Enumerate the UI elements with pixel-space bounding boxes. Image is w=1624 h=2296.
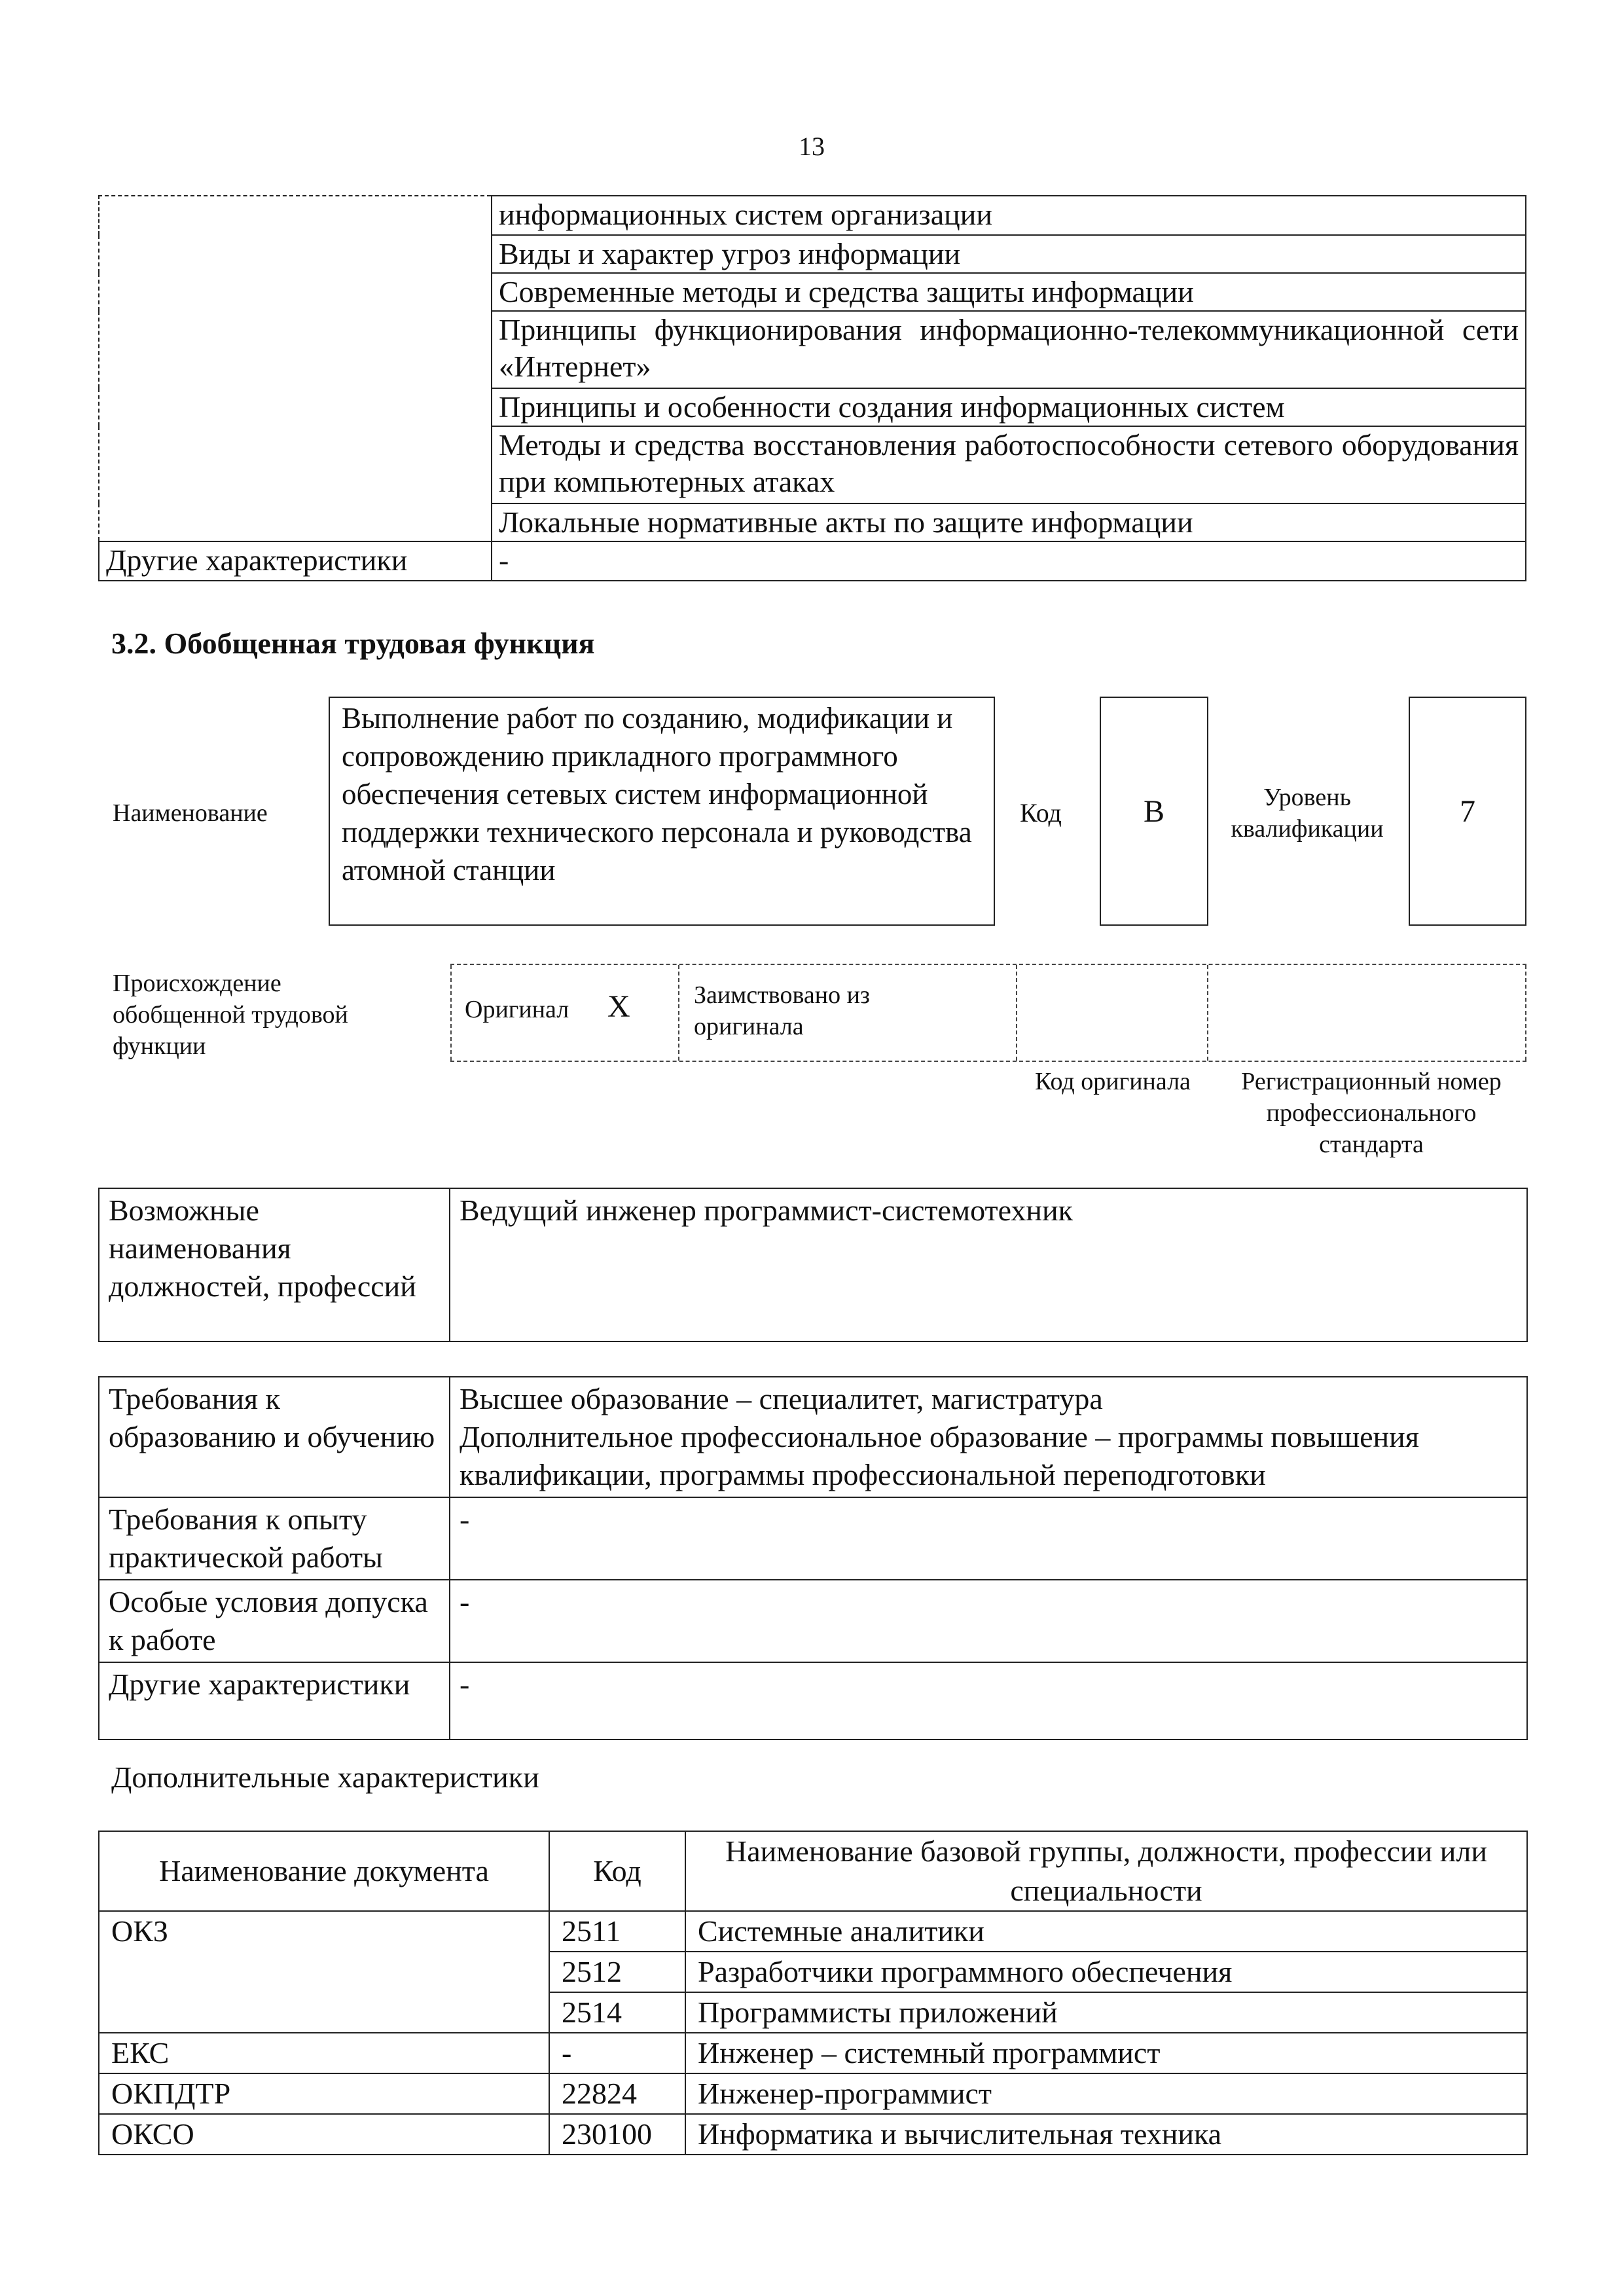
doc-cell: ОКЗ — [99, 1911, 549, 2033]
positions-value: Ведущий инженер программист-системотехник — [450, 1188, 1527, 1341]
header-code: Код — [549, 1831, 685, 1911]
function-name-box — [329, 697, 995, 926]
code-cell: 230100 — [549, 2114, 685, 2155]
code-box — [1100, 697, 1208, 926]
origin-table — [450, 964, 1526, 1062]
name-cell: Системные аналитики — [685, 1911, 1527, 1952]
code-value: В — [1143, 793, 1164, 829]
doc-cell: ОКСО — [99, 2114, 549, 2155]
section-title: 3.2. Обобщенная трудовая функция — [111, 627, 595, 660]
other-characteristics-value: - — [492, 541, 1526, 581]
code-cell: 2512 — [549, 1952, 685, 1992]
code-cell: - — [549, 2033, 685, 2073]
other-characteristics-label: Другие характеристики — [99, 541, 492, 581]
education-label: Требования к образованию и обучению — [99, 1377, 450, 1497]
origin-label: Происхождение обобщенной трудовой функции — [113, 970, 348, 1060]
knowledge-row: Виды и характер угроз информации — [492, 235, 1526, 273]
doc-cell: ОКПДТР — [99, 2073, 549, 2114]
doc-cell: ЕКС — [99, 2033, 549, 2073]
empty-left-cell — [99, 196, 492, 541]
name-cell: Инженер – системный программист — [685, 2033, 1527, 2073]
code-label: Код — [1020, 798, 1062, 828]
additional-title: Дополнительные характеристики — [111, 1760, 539, 1794]
experience-label: Требования к опыту практической работы — [99, 1497, 450, 1580]
positions-label: Возможные наименования должностей, профессий — [99, 1188, 450, 1341]
borrowed-label: Заимствовано из оригинала — [694, 981, 870, 1040]
level-value: 7 — [1460, 793, 1475, 829]
experience-value: - — [450, 1497, 1527, 1580]
code-cell: 22824 — [549, 2073, 685, 2114]
name-cell: Информатика и вычислительная техника — [685, 2114, 1527, 2155]
original-label: Оригинал — [465, 996, 569, 1023]
knowledge-row: Принципы функционирования информационно-телекоммуникационной сети «Интернет» — [492, 311, 1526, 388]
reg-number-caption: Регистрационный номер профессионального стандарта — [1241, 1068, 1502, 1158]
knowledge-row: Современные методы и средства защиты информации — [492, 273, 1526, 311]
positions-table — [98, 1188, 1528, 1342]
admission-label: Особые условия допуска к работе — [99, 1580, 450, 1662]
requirements-table — [98, 1376, 1528, 1740]
header-name: Наименование базовой группы, должности, профессии или специальности — [685, 1831, 1527, 1911]
other-value: - — [450, 1662, 1527, 1740]
name-label: Наименование — [113, 799, 268, 827]
header-document: Наименование документа — [99, 1831, 549, 1911]
knowledge-row: Локальные нормативные акты по защите информации — [492, 503, 1526, 541]
continuation-table — [98, 195, 1526, 581]
original-mark: X — [607, 989, 630, 1024]
admission-value: - — [450, 1580, 1527, 1662]
level-box — [1409, 697, 1526, 926]
name-cell: Разработчики программного обеспечения — [685, 1952, 1527, 1992]
name-cell: Инженер-программист — [685, 2073, 1527, 2114]
knowledge-row: информационных систем организации — [492, 196, 1526, 235]
code-cell: 2514 — [549, 1992, 685, 2033]
name-cell: Программисты приложений — [685, 1992, 1527, 2033]
other-label: Другие характеристики — [99, 1662, 450, 1740]
additional-table — [98, 1831, 1528, 2155]
function-name-value: Выполнение работ по созданию, модификации и сопровождению прикладного программного обеспечения сетевых систем информационной поддержки технического персонала и руководства атомной станции — [342, 702, 972, 886]
code-cell: 2511 — [549, 1911, 685, 1952]
code-original-caption: Код оригинала — [1035, 1068, 1191, 1095]
page-number: 13 — [799, 132, 825, 161]
level-label: Уровень квалификации — [1231, 784, 1384, 843]
knowledge-row: Принципы и особенности создания информационных систем — [492, 388, 1526, 426]
education-value: Высшее образование – специалитет, магистратура Дополнительное профессиональное образование – программы повышения квалификации, программы профессиональной переподготовки — [450, 1377, 1527, 1497]
knowledge-row: Методы и средства восстановления работоспособности сетевого оборудования при компьютерных атаках — [492, 426, 1526, 503]
